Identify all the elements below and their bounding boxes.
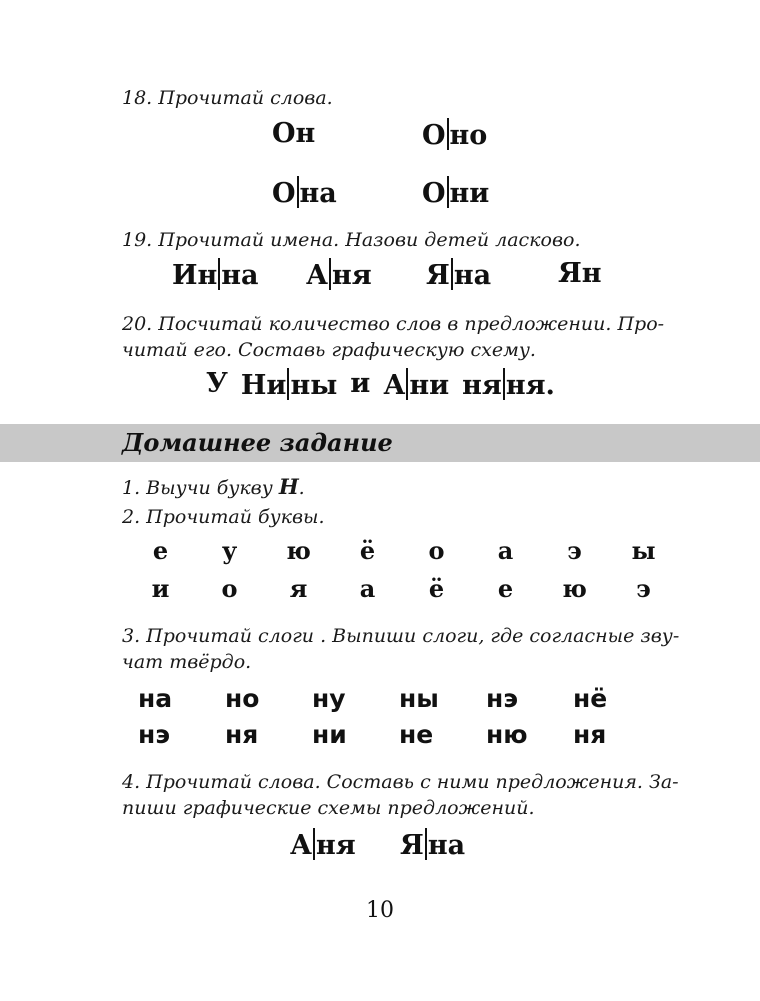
syllable: Ян <box>558 258 602 289</box>
name-word <box>426 258 491 292</box>
syllable: Я <box>400 830 424 861</box>
letter-cell: ю <box>562 574 587 603</box>
homework-3-instruction-line2: чат твёрдо. <box>122 651 252 673</box>
syllable: но <box>449 120 488 151</box>
letter-cell: и <box>151 574 170 603</box>
task-20-instruction-line2: читай его. Составь графическую схему. <box>122 339 536 361</box>
homework-1-instruction <box>122 474 305 501</box>
syllable-cell: ня <box>573 720 607 749</box>
task-19-instruction: 19. Прочитай имена. Назови детей ласково. <box>122 229 581 251</box>
syllable: на <box>427 830 466 861</box>
word <box>422 118 487 152</box>
syllable-cell: ни <box>312 720 347 749</box>
syllable-divider <box>425 828 427 860</box>
name-word <box>172 258 259 292</box>
syllable-cell: нё <box>573 684 608 713</box>
letter-cell: е <box>152 536 169 565</box>
letter-cell: а <box>497 536 514 565</box>
syllable-divider <box>297 176 299 208</box>
syllable: Ни <box>240 370 287 401</box>
syllable: ня <box>462 370 502 401</box>
sentence-word <box>241 368 337 402</box>
syllable-cell: ню <box>486 720 528 749</box>
name-word <box>306 258 372 292</box>
sentence <box>206 368 555 402</box>
syllable-divider <box>447 118 449 150</box>
syllable-cell: нэ <box>138 720 171 749</box>
syllable: Он <box>272 118 316 149</box>
sentence-word <box>383 368 449 402</box>
letter-cell: ю <box>286 536 311 565</box>
task-18-instruction: 18. Прочитай слова. <box>122 87 333 109</box>
syllable-cell: ня <box>225 720 259 749</box>
name-word <box>558 258 602 290</box>
letter-cell: о <box>428 536 445 565</box>
syllable-divider <box>329 258 331 290</box>
syllable: ня <box>332 260 372 291</box>
syllable: на <box>299 178 337 209</box>
sentence-word <box>462 368 555 402</box>
syllables-row-2 <box>138 720 633 750</box>
sentence-word <box>350 368 370 402</box>
letter-cell: у <box>221 536 238 565</box>
homework-4-instruction-line2: пиши графические схемы предложений. <box>122 797 535 819</box>
syllable: и <box>350 368 371 399</box>
letter-cell: я <box>289 574 308 603</box>
word <box>272 176 337 210</box>
syllable: ня <box>316 830 356 861</box>
homework-2-instruction: 2. Прочитай буквы. <box>122 506 325 528</box>
syllable-cell: нэ <box>486 684 519 713</box>
syllable-cell: ну <box>312 684 346 713</box>
syllable: А <box>383 370 406 401</box>
syllable: на <box>221 260 259 291</box>
sentence-word <box>206 368 228 402</box>
homework-1-end: . <box>298 477 305 499</box>
homework-4-instruction-line1: 4. Прочитай слова. Составь с ними предложения. За- <box>122 771 679 793</box>
letters-row-1 <box>126 536 678 566</box>
word <box>422 176 489 210</box>
word <box>290 828 356 862</box>
letter-cell: ы <box>631 536 656 565</box>
syllable-cell: но <box>225 684 260 713</box>
letter-cell: э <box>567 536 582 565</box>
syllable: ни <box>449 178 490 209</box>
letter-cell: о <box>221 574 238 603</box>
syllable-cell: не <box>399 720 434 749</box>
syllable: Я <box>426 260 450 291</box>
syllable-divider <box>503 368 505 400</box>
letter-cell: е <box>497 574 514 603</box>
task-20-instruction-line1: 20. Посчитай количество слов в предложении. Про- <box>122 313 665 335</box>
syllable: ни <box>409 370 450 401</box>
letter-cell: э <box>636 574 651 603</box>
letter-cell: ё <box>428 574 445 603</box>
page-number: 10 <box>366 898 394 923</box>
syllable: А <box>306 260 328 291</box>
syllable: О <box>272 178 296 209</box>
syllable: на <box>453 260 492 291</box>
word <box>400 828 465 862</box>
homework-3-instruction-line1: 3. Прочитай слоги . Выпиши слоги, где согласные зву- <box>122 625 680 647</box>
letter-cell: а <box>359 574 376 603</box>
word <box>272 118 315 150</box>
syllable-cell: на <box>138 684 173 713</box>
syllable-cell: ны <box>399 684 439 713</box>
syllable: О <box>422 178 446 209</box>
syllable: О <box>422 120 446 151</box>
syllable-divider <box>313 828 315 860</box>
syllable: ны <box>290 370 338 401</box>
homework-1-letter: Н <box>278 474 299 499</box>
syllables-row-1 <box>138 684 633 714</box>
syllable: ня. <box>505 370 555 401</box>
letters-row-2 <box>126 574 678 604</box>
syllable: У <box>206 368 228 399</box>
homework-title: Домашнее задание <box>122 428 393 457</box>
syllable-divider <box>451 258 453 290</box>
homework-1-text: 1. Выучи букву <box>122 477 279 499</box>
letter-cell: ё <box>359 536 376 565</box>
syllable: Ин <box>172 260 218 291</box>
syllable: А <box>290 830 312 861</box>
syllable-divider <box>218 258 220 290</box>
syllable-divider <box>447 176 449 208</box>
